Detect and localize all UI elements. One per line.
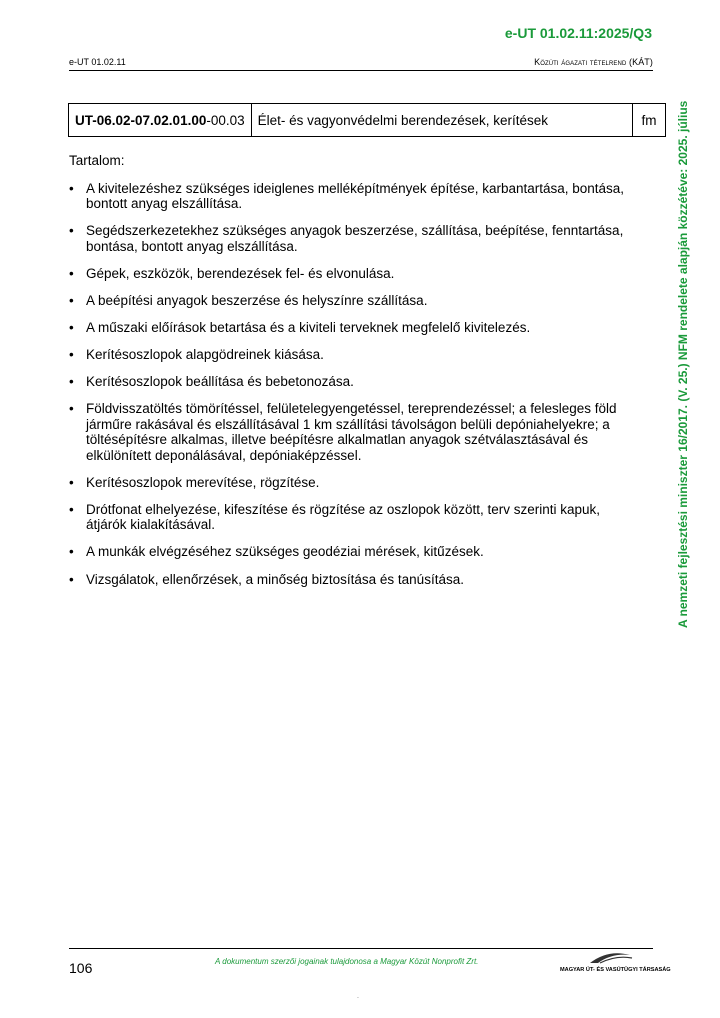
page-number: 106 xyxy=(69,960,93,976)
list-item-text: Vizsgálatok, ellenőrzések, a minőség biztosítása és tanúsítása. xyxy=(86,571,464,587)
list-item xyxy=(69,401,629,463)
header-right-text: Közúti ágazati tételrend (KÁT) xyxy=(534,57,653,67)
dot-mark: . xyxy=(357,993,359,1000)
company-logo xyxy=(560,949,671,973)
page-header xyxy=(69,57,653,71)
bullet-icon: • xyxy=(69,544,74,560)
bullet-icon: • xyxy=(69,265,74,281)
list-item xyxy=(69,223,629,254)
list-item-text: Kerítésoszlopok merevítése, rögzítése. xyxy=(86,474,320,490)
copyright-note: A dokumentum szerzői jogainak tulajdonosa a Magyar Közút Nonprofit Zrt. xyxy=(215,957,479,966)
bullet-icon: • xyxy=(69,223,74,239)
list-item xyxy=(69,320,629,336)
item-code-suffix: -00.03 xyxy=(206,112,245,128)
list-item-text: Drótfonat elhelyezése, kifeszítése és rögzítése az oszlopok között, terv szerinti kapuk, átjárók kialakításával. xyxy=(86,501,600,533)
list-item xyxy=(69,293,629,309)
list-item xyxy=(69,475,629,491)
bullet-icon: • xyxy=(69,374,74,390)
content-title: Tartalom: xyxy=(69,153,125,168)
list-item-text: Kerítésoszlopok alapgödreinek kiásása. xyxy=(86,346,324,362)
item-code-main: UT-06.02-07.02.01.00 xyxy=(75,112,207,128)
list-item xyxy=(69,572,629,588)
item-code-table xyxy=(68,103,666,137)
list-item-text: A műszaki előírások betartása és a kiviteli terveknek megfelelő kivitelezés. xyxy=(86,319,531,335)
bullet-icon: • xyxy=(69,474,74,490)
list-item xyxy=(69,502,629,533)
item-title: Élet- és vagyonvédelmi berendezések, kerítések xyxy=(251,104,632,137)
document-code: e-UT 01.02.11:2025/Q3 xyxy=(504,25,652,41)
list-item-text: A munkák elvégzéséhez szükséges geodéziai mérések, kitűzések. xyxy=(86,544,484,560)
list-item xyxy=(69,347,629,363)
bullet-icon: • xyxy=(69,292,74,308)
bullet-icon: • xyxy=(69,346,74,362)
content-section xyxy=(69,153,629,599)
list-item xyxy=(69,544,629,560)
bullet-icon: • xyxy=(69,180,74,196)
header-left-text: e-UT 01.02.11 xyxy=(69,57,126,67)
item-unit: fm xyxy=(633,104,666,137)
list-item-text: A beépítési anyagok beszerzése és helyszínre szállítása. xyxy=(86,292,428,308)
bullet-icon: • xyxy=(69,501,74,517)
list-item-text: Segédszerkezetekhez szükséges anyagok beszerzése, szállítása, beépítése, fenntartása, bontása, bontott anyag elszállítása. xyxy=(86,223,624,254)
bullet-icon: • xyxy=(69,319,74,335)
item-row xyxy=(69,104,666,137)
item-code xyxy=(69,104,252,137)
bullet-icon: • xyxy=(69,571,74,587)
list-item-text: Kerítésoszlopok beállítása és bebetonozása. xyxy=(86,374,354,390)
list-item-text: Gépek, eszközök, berendezések fel- és elvonulása. xyxy=(86,265,395,281)
list-item xyxy=(69,181,629,212)
bullet-icon: • xyxy=(69,401,74,417)
logo-text: MAGYAR ÚT- ÉS VASÚTÜGYI TÁRSASÁG xyxy=(560,967,671,973)
side-publication-note: A nemzeti fejlesztési miniszter 16/2017. (V. 25.) NFM rendelete alapján közzétéve: 2025. július xyxy=(676,100,690,628)
content-list xyxy=(69,181,629,588)
list-item-text: A kivitelezéshez szükséges ideiglenes melléképítmények építése, karbantartása, bontása, bontott anyag elszállítása. xyxy=(86,180,625,211)
list-item-text: Földvisszatöltés tömörítéssel, felületelegyengetéssel, tereprendezéssel; a felesleges föld járműre rakásával és elszállításával 1 km szállítási távolságon belüli depóniahelyekre; a töltésépítésre alkalmas, illetve beépítésre alkalmatlan anyagok szétválasztásával és elkülönített deponálásával, depóniaképzéssel. xyxy=(86,401,617,463)
list-item xyxy=(69,266,629,282)
list-item xyxy=(69,374,629,390)
